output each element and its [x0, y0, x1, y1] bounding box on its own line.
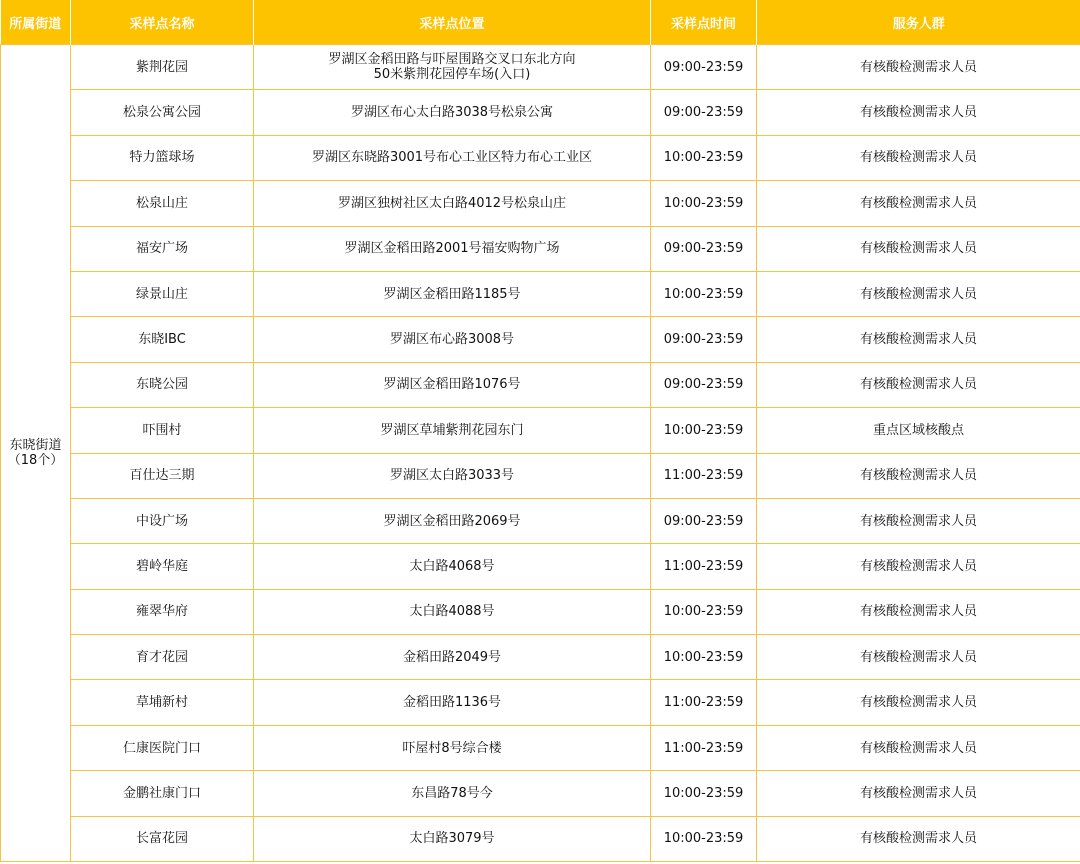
site-service: 有核酸检测需求人员	[757, 816, 1080, 861]
table-row	[1, 589, 1080, 634]
site-location: 东昌路78号今	[254, 771, 651, 816]
site-name: 中设广场	[71, 498, 254, 543]
site-location: 金稻田路1136号	[254, 680, 651, 725]
site-service: 有核酸检测需求人员	[757, 135, 1080, 180]
site-name: 长富花园	[71, 816, 254, 861]
site-name: 东晓公园	[71, 362, 254, 407]
table-row	[1, 498, 1080, 543]
table-row	[1, 90, 1080, 135]
site-service: 有核酸检测需求人员	[757, 453, 1080, 498]
site-service: 有核酸检测需求人员	[757, 589, 1080, 634]
site-location: 罗湖区东晓路3001号布心工业区特力布心工业区	[254, 135, 651, 180]
site-service: 有核酸检测需求人员	[757, 181, 1080, 226]
site-service: 有核酸检测需求人员	[757, 45, 1080, 90]
table-row	[1, 226, 1080, 271]
site-location: 金稻田路2049号	[254, 635, 651, 680]
site-service: 有核酸检测需求人员	[757, 90, 1080, 135]
header-name: 采样点名称	[71, 0, 254, 45]
table-header-row	[1, 0, 1080, 45]
site-location: 罗湖区布心路3008号	[254, 317, 651, 362]
table-row	[1, 816, 1080, 861]
site-time: 10:00-23:59	[651, 771, 757, 816]
site-service: 有核酸检测需求人员	[757, 226, 1080, 271]
site-name: 草埔新村	[71, 680, 254, 725]
district-count: （18个）	[7, 453, 64, 469]
site-time: 11:00-23:59	[651, 680, 757, 725]
site-name: 吓围村	[71, 408, 254, 453]
site-name: 特力篮球场	[71, 135, 254, 180]
site-name: 松泉公寓公园	[71, 90, 254, 135]
site-location-text: 罗湖区金稻田路与吓屋围路交叉口东北方向 50米紫荆花园停车场(入口)	[328, 52, 576, 83]
header-time: 采样点时间	[651, 0, 757, 45]
site-location: 罗湖区金稻田路2069号	[254, 498, 651, 543]
site-name: 绿景山庄	[71, 271, 254, 316]
site-time: 11:00-23:59	[651, 453, 757, 498]
header-service: 服务人群	[757, 0, 1080, 45]
site-name: 育才花园	[71, 635, 254, 680]
site-time: 10:00-23:59	[651, 181, 757, 226]
header-district: 所属街道	[1, 0, 71, 45]
site-location: 罗湖区布心太白路3038号松泉公寓	[254, 90, 651, 135]
site-service: 有核酸检测需求人员	[757, 725, 1080, 770]
site-location: 罗湖区太白路3033号	[254, 453, 651, 498]
district-cell	[1, 45, 71, 862]
site-time: 10:00-23:59	[651, 816, 757, 861]
site-name: 松泉山庄	[71, 181, 254, 226]
table-row	[1, 135, 1080, 180]
site-location: 罗湖区金稻田路1076号	[254, 362, 651, 407]
table-row	[1, 771, 1080, 816]
site-service: 有核酸检测需求人员	[757, 498, 1080, 543]
site-service: 有核酸检测需求人员	[757, 635, 1080, 680]
site-time: 10:00-23:59	[651, 635, 757, 680]
table-row	[1, 725, 1080, 770]
site-time: 10:00-23:59	[651, 589, 757, 634]
table-row	[1, 271, 1080, 316]
site-location: 太白路3079号	[254, 816, 651, 861]
table-row	[1, 317, 1080, 362]
table-row	[1, 453, 1080, 498]
table-row	[1, 635, 1080, 680]
site-time: 10:00-23:59	[651, 408, 757, 453]
site-name: 东晓IBC	[71, 317, 254, 362]
site-location: 罗湖区草埔紫荆花园东门	[254, 408, 651, 453]
site-name: 雍翠华府	[71, 589, 254, 634]
table-row	[1, 680, 1080, 725]
site-name: 金鹏社康门口	[71, 771, 254, 816]
site-name: 百仕达三期	[71, 453, 254, 498]
site-location: 太白路4068号	[254, 544, 651, 589]
site-service: 有核酸检测需求人员	[757, 362, 1080, 407]
site-time: 09:00-23:59	[651, 317, 757, 362]
site-time: 10:00-23:59	[651, 135, 757, 180]
table-row	[1, 544, 1080, 589]
site-time: 09:00-23:59	[651, 45, 757, 90]
site-time: 11:00-23:59	[651, 544, 757, 589]
site-time: 10:00-23:59	[651, 271, 757, 316]
table-row	[1, 45, 1080, 90]
site-service: 有核酸检测需求人员	[757, 771, 1080, 816]
site-time: 09:00-23:59	[651, 362, 757, 407]
site-service: 有核酸检测需求人员	[757, 317, 1080, 362]
table-row	[1, 362, 1080, 407]
table-row	[1, 181, 1080, 226]
site-time: 09:00-23:59	[651, 90, 757, 135]
site-name: 碧岭华庭	[71, 544, 254, 589]
site-location: 太白路4088号	[254, 589, 651, 634]
table-row	[1, 408, 1080, 453]
header-location: 采样点位置	[254, 0, 651, 45]
site-service: 有核酸检测需求人员	[757, 544, 1080, 589]
site-time: 09:00-23:59	[651, 498, 757, 543]
site-name: 仁康医院门口	[71, 725, 254, 770]
site-time: 11:00-23:59	[651, 725, 757, 770]
site-service: 重点区域核酸点	[757, 408, 1080, 453]
site-service: 有核酸检测需求人员	[757, 271, 1080, 316]
site-location: 罗湖区金稻田路1185号	[254, 271, 651, 316]
table-body	[1, 45, 1080, 862]
site-time: 09:00-23:59	[651, 226, 757, 271]
site-location: 吓屋村8号综合楼	[254, 725, 651, 770]
site-location: 罗湖区独树社区太白路4012号松泉山庄	[254, 181, 651, 226]
site-location: 罗湖区金稻田路2001号福安购物广场	[254, 226, 651, 271]
site-name: 福安广场	[71, 226, 254, 271]
site-service: 有核酸检测需求人员	[757, 680, 1080, 725]
site-name: 紫荆花园	[71, 45, 254, 90]
site-location	[254, 45, 651, 90]
district-name: 东晓街道	[9, 438, 62, 454]
